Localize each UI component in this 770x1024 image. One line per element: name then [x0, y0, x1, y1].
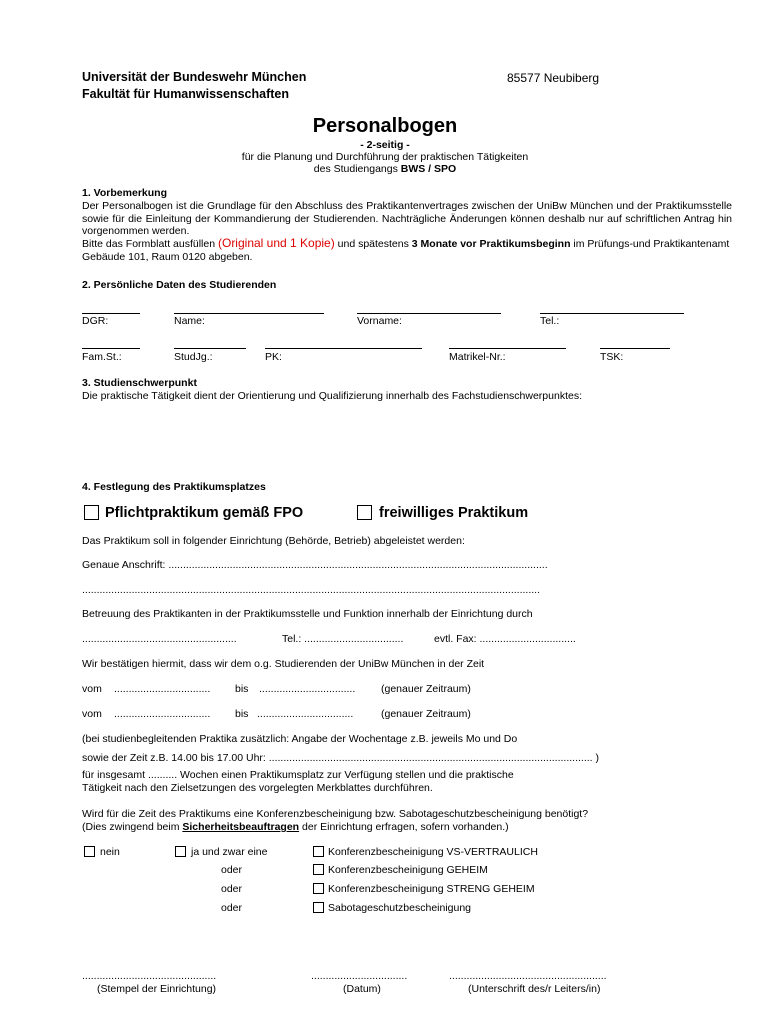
sicherheit-note: (Dies zwingend beim Sicherheitsbeauftragen der Einrichtung erfragen, sofern vorhanden.): [82, 821, 509, 833]
university-name: Universität der Bundeswehr München: [82, 70, 307, 84]
bis-label-1: bis: [235, 683, 249, 695]
page-subtitle: - 2-seitig -: [360, 139, 410, 151]
location: 85577 Neubiberg: [507, 71, 600, 85]
oder-label-2: oder: [221, 883, 243, 895]
konferenz-vs-label: Konferenzbescheinigung VS-VERTRAULICH: [328, 846, 538, 858]
name-line[interactable]: [174, 313, 324, 314]
konferenz-question: Wird für die Zeit des Praktikums eine Konferenzbescheinigung bzw. Sabotageschutzbescheinigung benötigt?: [82, 808, 589, 820]
sabotage-checkbox[interactable]: [313, 902, 324, 913]
oder-label-3: oder: [221, 902, 243, 914]
studjg-label: StudJg.:: [174, 351, 213, 363]
genau-label-2: (genauer Zeitraum): [381, 708, 471, 720]
bis-field-2[interactable]: .................................: [257, 708, 354, 720]
stempel-label: (Stempel der Einrichtung): [97, 983, 217, 995]
famst-label: Fam.St.:: [82, 351, 122, 363]
tel-label: Tel.:: [540, 315, 560, 327]
bis-field-1[interactable]: .................................: [259, 683, 356, 695]
konferenz-geheim-label: Konferenzbescheinigung GEHEIM: [328, 864, 488, 876]
matrikel-line[interactable]: [449, 348, 566, 349]
datum-label: (Datum): [343, 983, 381, 995]
unterschrift-label: (Unterschrift des/r Leiters/in): [468, 983, 601, 995]
tel-line[interactable]: [540, 313, 684, 314]
famst-line[interactable]: [82, 348, 140, 349]
betreuung-text: Betreuung des Praktikanten in der Praktikumsstelle und Funktion innerhalb der Einrichtung durch: [82, 608, 533, 620]
matrikel-label: Matrikel-Nr.:: [449, 351, 506, 363]
unterschrift-field[interactable]: ......................................................: [449, 970, 607, 982]
section-2-heading: 2. Persönliche Daten des Studierenden: [82, 279, 277, 291]
ja-checkbox[interactable]: [175, 846, 186, 857]
title-line-2: des Studiengangs BWS / SPO: [313, 163, 457, 175]
section-3-heading: 3. Studienschwerpunkt: [82, 377, 197, 389]
faculty-name: Fakultät für Humanwissenschaften: [82, 87, 289, 101]
pk-label: PK:: [265, 351, 282, 363]
name-label: Name:: [174, 315, 205, 327]
taetigkeit-text: Tätigkeit nach den Zielsetzungen des vorgelegten Merkblattes durchführen.: [82, 782, 433, 794]
anschrift-field-2[interactable]: .............................................................................................................................................................: [82, 584, 541, 596]
section-3-text: Die praktische Tätigkeit dient der Orientierung und Qualifizierung innerhalb des Fachstudienschwerpunktes:: [82, 390, 583, 402]
section-4-heading: 4. Festlegung des Praktikumsplatzes: [82, 481, 266, 493]
konferenz-geheim-checkbox[interactable]: [313, 864, 324, 875]
vom-field-1[interactable]: .................................: [114, 683, 211, 695]
vom-field-2[interactable]: .................................: [114, 708, 211, 720]
tsk-label: TSK:: [600, 351, 624, 363]
konferenz-streng-label: Konferenzbescheinigung STRENG GEHEIM: [328, 883, 535, 895]
oder-label-1: oder: [221, 864, 243, 876]
freiwillig-checkbox[interactable]: [357, 505, 372, 520]
section-1-paragraph-2: Bitte das Formblatt ausfüllen (Original und 1 Kopie) und spätestens 3 Monate vor Praktikumsbeginn im Prüfungs-und Praktikantenamt Gebäude 101, Raum 0120 abgeben.: [82, 236, 730, 263]
vorname-line[interactable]: [357, 313, 501, 314]
dgr-line[interactable]: [82, 313, 140, 314]
title-line-1: für die Planung und Durchführung der praktischen Tätigkeiten: [241, 151, 529, 163]
pflicht-label: Pflichtpraktikum gemäß FPO: [105, 505, 304, 521]
studjg-line[interactable]: [174, 348, 246, 349]
page-title: Personalbogen: [312, 115, 458, 137]
sabotage-label: Sabotageschutzbescheinigung: [328, 902, 472, 914]
datum-field[interactable]: .................................: [311, 970, 408, 982]
betreuung-fax-field[interactable]: evtl. Fax: .................................: [434, 633, 576, 645]
bis-label-2: bis: [235, 708, 249, 720]
konferenz-streng-checkbox[interactable]: [313, 883, 324, 894]
genau-label-1: (genauer Zeitraum): [381, 683, 471, 695]
insgesamt-text: für insgesamt .......... Wochen einen Praktikumsplatz zur Verfügung stellen und die praktische: [82, 769, 514, 781]
stempel-field[interactable]: ..............................................: [82, 970, 217, 982]
konferenz-vs-checkbox[interactable]: [313, 846, 324, 857]
tsk-line[interactable]: [600, 348, 670, 349]
einrichtung-text: Das Praktikum soll in folgender Einrichtung (Behörde, Betrieb) abgeleistet werden:: [82, 535, 465, 547]
vorname-label: Vorname:: [357, 315, 402, 327]
ja-label: ja und zwar eine: [191, 846, 268, 858]
vom-label-1: vom: [82, 683, 102, 695]
uhrzeit-field[interactable]: sowie der Zeit z.B. 14.00 bis 17.00 Uhr: ............................................................................................................... ): [82, 752, 599, 764]
dgr-label: DGR:: [82, 315, 109, 327]
betreuung-name-field[interactable]: .....................................................: [82, 633, 237, 645]
pflicht-checkbox[interactable]: [84, 505, 99, 520]
pk-line[interactable]: [265, 348, 422, 349]
bestaetigung-text: Wir bestätigen hiermit, dass wir dem o.g. Studierenden der UniBw München in der Zeit: [82, 658, 485, 670]
section-1-heading: 1. Vorbemerkung: [82, 187, 167, 199]
nein-checkbox[interactable]: [84, 846, 95, 857]
nein-label: nein: [100, 846, 120, 858]
anschrift-field[interactable]: Genaue Anschrift: ..................................................................................................................................: [82, 559, 548, 571]
freiwillig-label: freiwilliges Praktikum: [379, 505, 529, 521]
section-1-paragraph-1: Der Personalbogen ist die Grundlage für den Abschluss des Praktikantenvertrages zwischen der UniBw München und der Praktikumsstelle sowie für die Einleitung der Kommandierung der Studierenden. Nachträgliche Änderungen können deshalb nur auf schriftlichen Antrag hin vorgenommen werden.: [82, 200, 732, 237]
betreuung-tel-field[interactable]: Tel.: ..................................: [282, 633, 404, 645]
vom-label-2: vom: [82, 708, 102, 720]
studienbegleitend-text: (bei studienbegleitenden Praktika zusätzlich: Angabe der Wochentage z.B. jeweils Mo und Do: [82, 733, 518, 745]
